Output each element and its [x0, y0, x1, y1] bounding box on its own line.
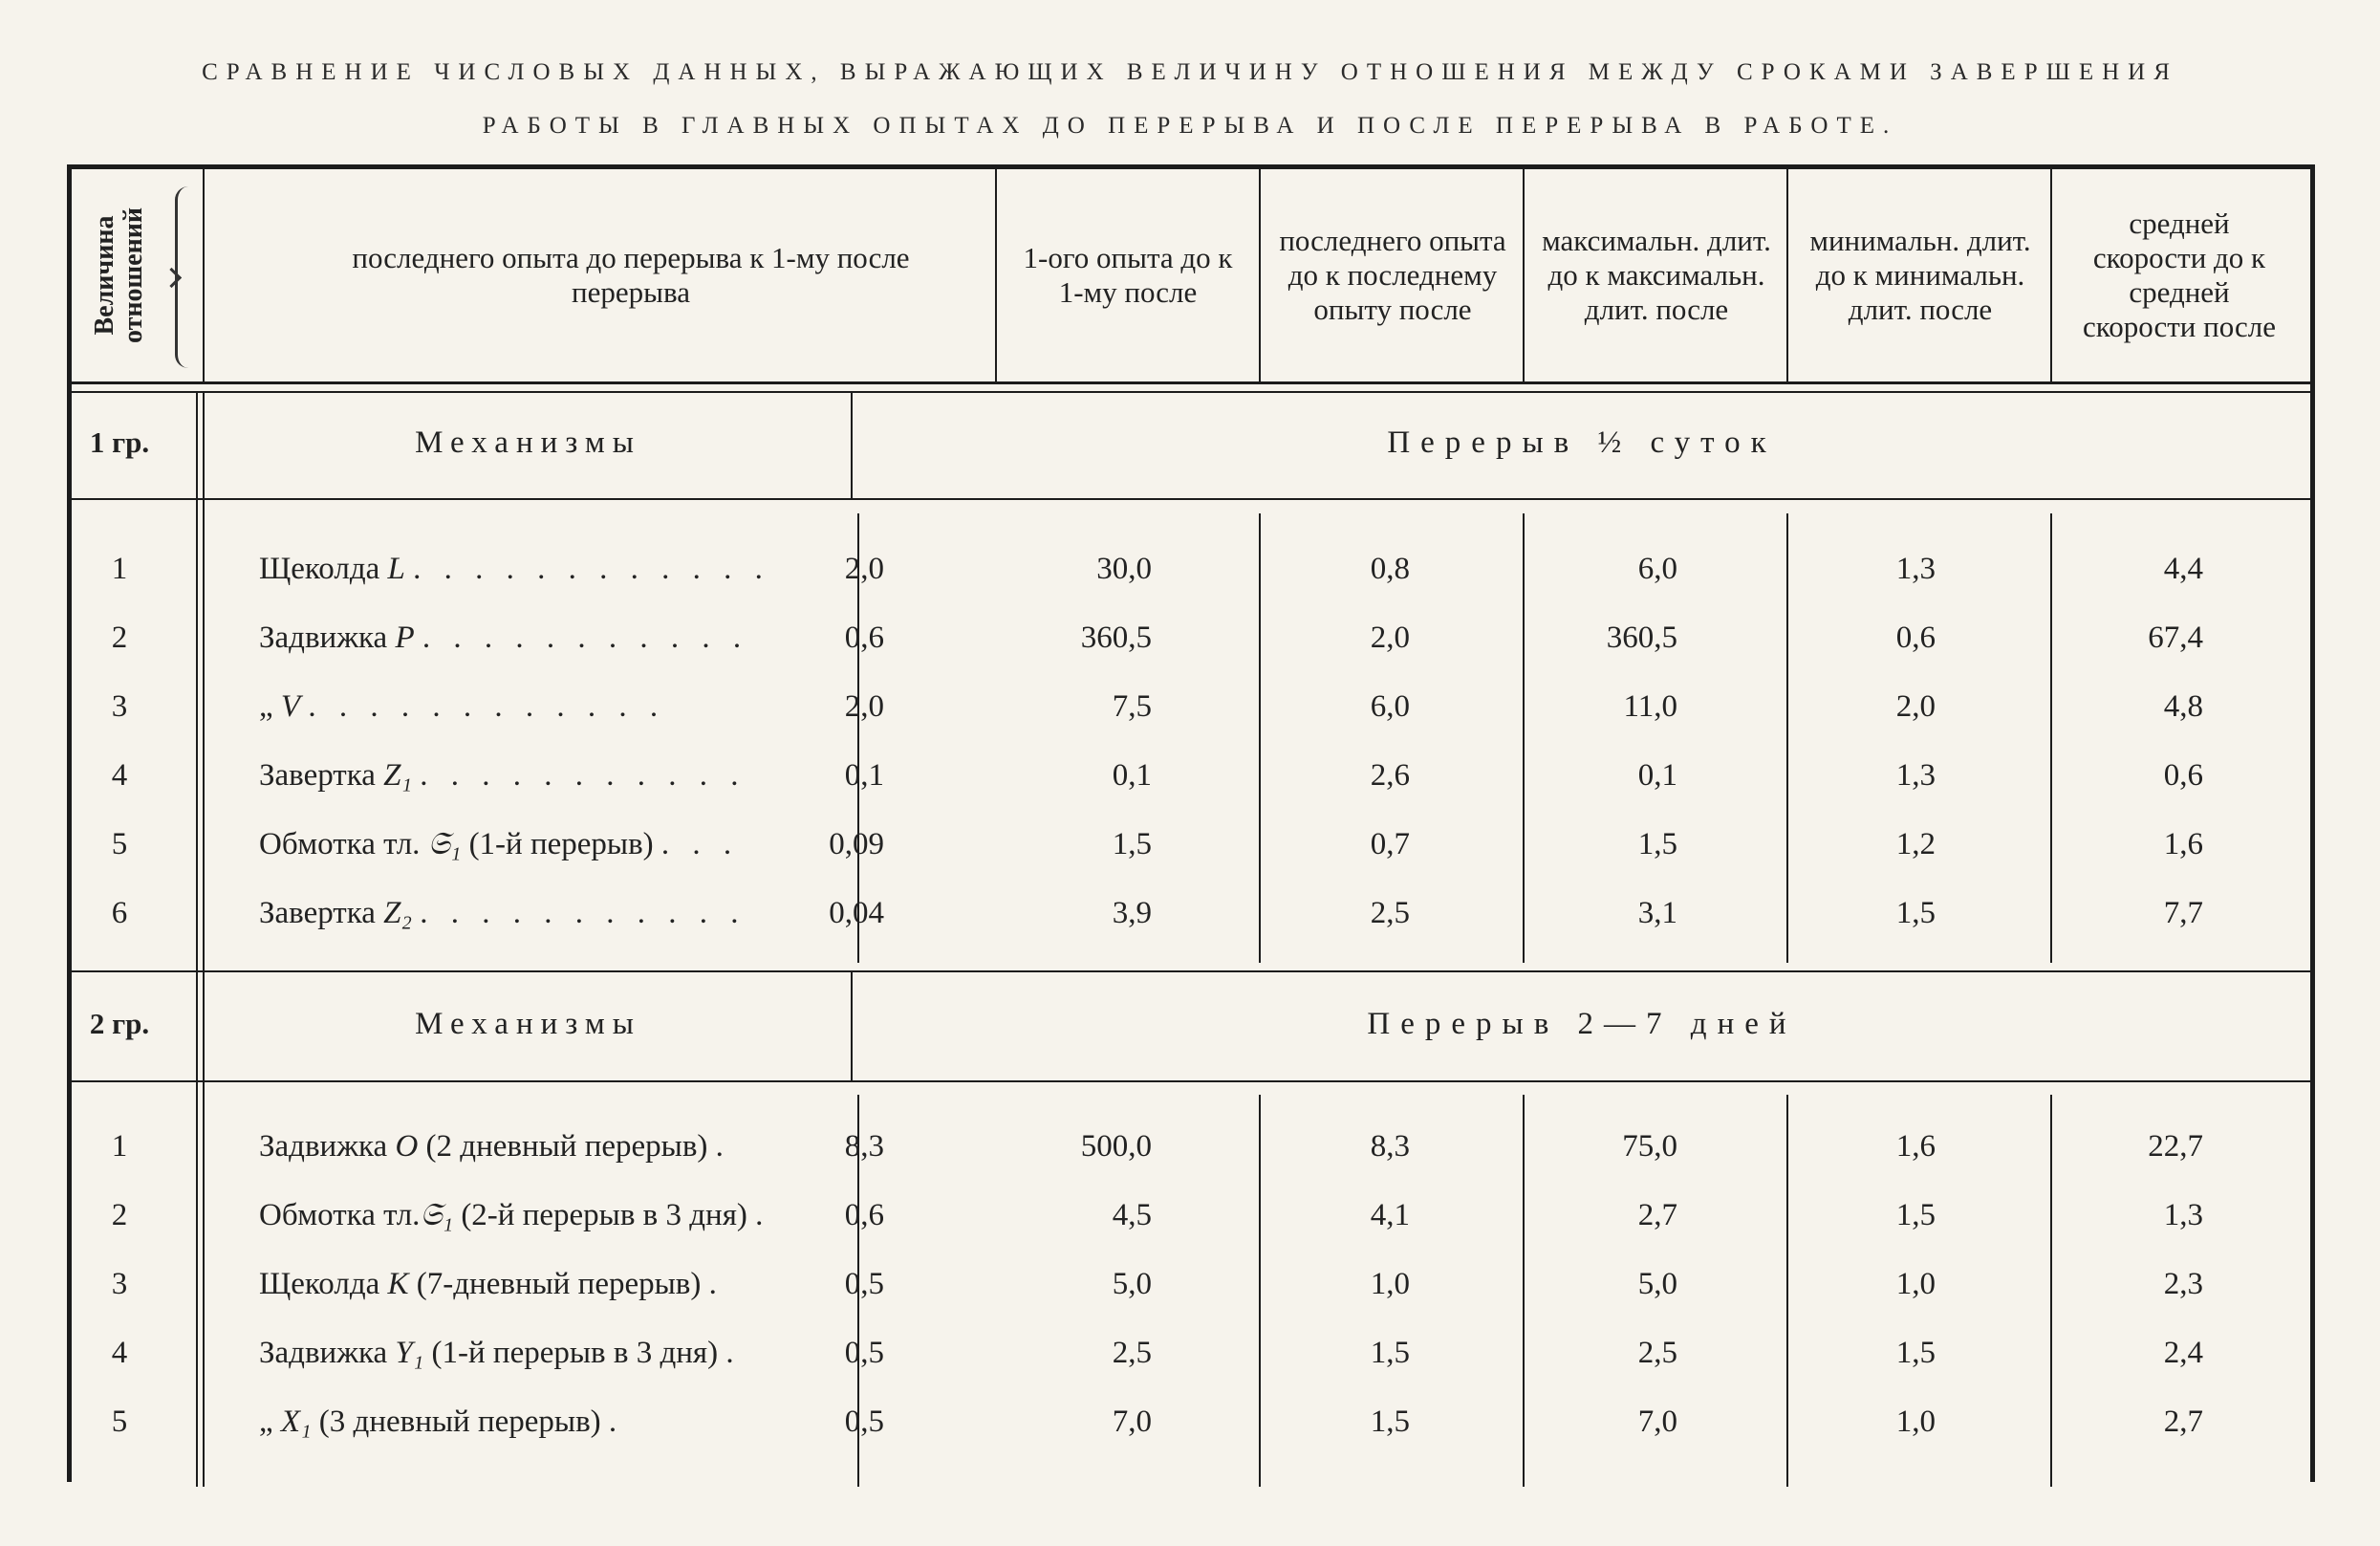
title-line-1: СРАВНЕНИЕ ЧИСЛОВЫХ ДАННЫХ, ВЫРАЖАЮЩИХ ВЕЛИЧИНУ ОТНОШЕНИЯ МЕЖДУ СРОКАМИ ЗАВЕРШЕНИЯ	[202, 59, 2178, 85]
mechanism-symbol: Z₁	[383, 758, 412, 793]
value-cell: 1,3	[1895, 758, 1936, 793]
col-divider	[1259, 169, 1261, 381]
mechanism-symbol: Y₁	[395, 1336, 424, 1370]
mechanism-symbol: P	[395, 621, 415, 655]
value-cell: 1,5	[1370, 1336, 1410, 1370]
value-cell: 0,1	[1112, 758, 1152, 793]
value-cell: 1,3	[2163, 1198, 2203, 1232]
value-cell: 3,1	[1637, 896, 1677, 930]
mechanism-name-text: Завертка	[259, 758, 384, 793]
vertical-header-label: Величина отношений	[90, 207, 148, 343]
table-row	[72, 1336, 2310, 1403]
row-number: 2	[111, 1198, 128, 1232]
group-label: 2 гр.	[89, 1007, 150, 1040]
table-row	[72, 1129, 2310, 1196]
table-row	[72, 1198, 2310, 1265]
header-rule	[72, 381, 2310, 384]
row-number: 2	[111, 621, 128, 655]
value-cell: 11,0	[1623, 689, 1677, 724]
leader-dots: .	[715, 1129, 731, 1164]
mechanism-symbol: V	[280, 689, 301, 724]
col-divider	[1786, 169, 1788, 381]
mechanism-name	[259, 1129, 919, 1165]
mechanism-note: (2 дневный перерыв)	[418, 1129, 708, 1164]
mechanism-note: (1-й перерыв в 3 дня)	[423, 1336, 719, 1370]
value-cell: 6,0	[1637, 552, 1677, 586]
value-cell: 0,5	[844, 1336, 884, 1370]
table-row	[72, 758, 2310, 825]
value-cell: 30,0	[1096, 552, 1152, 586]
value-cell: 8,3	[844, 1129, 884, 1164]
mechanism-note: (7-дневный перерыв)	[408, 1267, 702, 1301]
group-rule	[72, 1080, 2310, 1082]
group-rule	[72, 498, 2310, 500]
header-rule	[72, 391, 2310, 393]
mechanism-symbol: 𝔖₁	[420, 1198, 454, 1232]
value-cell: 1,2	[1895, 827, 1936, 861]
value-cell: 360,5	[1080, 621, 1152, 655]
value-cell: 2,7	[2163, 1404, 2203, 1439]
value-cell: 8,3	[1370, 1129, 1410, 1164]
mechanism-name	[259, 827, 919, 862]
row-number: 4	[111, 1336, 128, 1370]
table-row	[72, 621, 2310, 687]
value-cell: 2,0	[844, 552, 884, 586]
value-cell: 5,0	[1112, 1267, 1152, 1301]
value-cell: 1,6	[2163, 827, 2203, 861]
value-cell: 0,7	[1370, 827, 1410, 861]
value-cell: 1,5	[1112, 827, 1152, 861]
value-cell: 2,0	[1370, 621, 1410, 655]
value-cell: 6,0	[1370, 689, 1410, 724]
value-cell: 360,5	[1606, 621, 1677, 655]
value-cell: 2,0	[844, 689, 884, 724]
value-cell: 0,6	[2163, 758, 2203, 793]
value-cell: 2,7	[1637, 1198, 1677, 1232]
mechanism-symbol: Z₂	[383, 896, 412, 930]
mechanism-name-text: „	[259, 689, 281, 724]
leader-dots: .	[708, 1267, 725, 1301]
leader-dots: .	[725, 1336, 742, 1370]
mechanism-symbol: X₁	[280, 1404, 312, 1439]
mechanism-note: (3 дневный перерыв)	[311, 1404, 601, 1439]
row-number: 3	[111, 1267, 128, 1301]
value-cell: 4,1	[1370, 1198, 1410, 1232]
title-line-2: РАБОТЫ В ГЛАВНЫХ ОПЫТАХ ДО ПЕРЕРЫВА И ПОСЛЕ ПЕРЕРЫВА В РАБОТЕ.	[482, 113, 1898, 139]
header-col-3: последнего опыта до к последнему опыту после	[1279, 224, 1506, 326]
value-cell: 1,0	[1370, 1267, 1410, 1301]
header-col-2: 1-ого опыта до к 1-му после	[1023, 241, 1233, 309]
value-cell: 3,9	[1112, 896, 1152, 930]
table-row	[72, 1404, 2310, 1471]
value-cell: 7,5	[1112, 689, 1152, 724]
group-rule	[72, 970, 2310, 972]
value-cell: 2,4	[2163, 1336, 2203, 1370]
value-cell: 22,7	[2148, 1129, 2203, 1164]
mech-divider	[851, 972, 853, 1080]
mechanism-note: (1-й перерыв)	[461, 827, 654, 861]
table-row	[72, 689, 2310, 756]
leader-dots: .	[608, 1404, 625, 1439]
value-cell: 1,0	[1895, 1267, 1936, 1301]
leader-dots: . . . . . . . . . . .	[420, 758, 746, 793]
vertical-header	[72, 169, 167, 381]
value-cell: 0,09	[829, 827, 884, 861]
row-number: 5	[111, 1404, 128, 1439]
value-cell: 1,6	[1895, 1129, 1936, 1164]
mechanism-symbol: L	[387, 552, 405, 586]
mechanism-name-text: Щеколда	[259, 1267, 388, 1301]
mechanism-name-text: Задвижка	[259, 1129, 396, 1164]
leader-dots: . . . . . . . . . . .	[420, 896, 746, 930]
row-number: 5	[111, 827, 128, 861]
mechanisms-label: Механизмы	[415, 1007, 641, 1041]
value-cell: 2,5	[1370, 896, 1410, 930]
value-cell: 0,6	[844, 621, 884, 655]
value-cell: 7,7	[2163, 896, 2203, 930]
mechanism-name-text: Завертка	[259, 896, 384, 930]
value-cell: 4,8	[2163, 689, 2203, 724]
value-cell: 0,1	[844, 758, 884, 793]
value-cell: 75,0	[1622, 1129, 1677, 1164]
value-cell: 1,5	[1895, 1198, 1936, 1232]
mechanism-note: (2-й перерыв в 3 дня)	[453, 1198, 747, 1232]
value-cell: 2,3	[2163, 1267, 2203, 1301]
mechanism-name	[259, 689, 919, 725]
value-cell: 1,5	[1637, 827, 1677, 861]
col-divider	[2050, 169, 2052, 381]
value-cell: 1,3	[1895, 552, 1936, 586]
value-cell: 7,0	[1637, 1404, 1677, 1439]
value-cell: 0,1	[1637, 758, 1677, 793]
mechanism-name	[259, 552, 919, 587]
mechanism-name-text: Щеколда	[259, 552, 388, 586]
mechanism-name	[259, 896, 919, 931]
row-number: 6	[111, 896, 128, 930]
value-cell: 2,6	[1370, 758, 1410, 793]
mechanism-symbol: O	[395, 1129, 419, 1164]
mechanism-name	[259, 1267, 919, 1302]
value-cell: 1,5	[1370, 1404, 1410, 1439]
value-cell: 0,5	[844, 1404, 884, 1439]
value-cell: 2,5	[1112, 1336, 1152, 1370]
mechanism-name-text: Задвижка	[259, 621, 396, 655]
row-number: 4	[111, 758, 128, 793]
value-cell: 0,5	[844, 1267, 884, 1301]
table-row	[72, 827, 2310, 894]
value-cell: 4,5	[1112, 1198, 1152, 1232]
mechanism-name	[259, 1198, 919, 1233]
mechanism-name	[259, 1404, 919, 1440]
value-cell: 67,4	[2148, 621, 2203, 655]
col-divider	[995, 169, 997, 381]
mechanism-name-text: „	[259, 1404, 281, 1439]
value-cell: 500,0	[1080, 1129, 1152, 1164]
row-number: 3	[111, 689, 128, 724]
value-cell: 0,6	[844, 1198, 884, 1232]
mechanism-name-text: Обмотка тл.	[259, 827, 428, 861]
mechanism-name-text: Задвижка	[259, 1336, 396, 1370]
mechanism-name-text: Обмотка тл.	[259, 1198, 421, 1232]
group-label: 1 гр.	[89, 425, 150, 459]
value-cell: 2,5	[1637, 1336, 1677, 1370]
value-cell: 0,6	[1895, 621, 1936, 655]
mechanism-symbol: K	[387, 1267, 409, 1301]
value-cell: 1,5	[1895, 1336, 1936, 1370]
mech-divider	[851, 393, 853, 498]
col-divider	[203, 169, 205, 381]
value-cell: 2,0	[1895, 689, 1936, 724]
value-cell: 5,0	[1637, 1267, 1677, 1301]
leader-dots: . . . . . . . . . . .	[422, 621, 749, 655]
table-row	[72, 1267, 2310, 1334]
table-row	[72, 896, 2310, 963]
mechanism-symbol: 𝔖₁	[427, 827, 462, 861]
header-col-5: минимальн. длит. до к минимальн. длит. после	[1809, 224, 2031, 326]
leader-dots: . . . . . . . . . . . .	[308, 689, 666, 724]
break-label: Перерыв 2—7 дней	[1367, 1007, 1797, 1041]
header-col-4: максимальн. длит. до к максимальн. длит. после	[1542, 224, 1771, 326]
value-cell: 0,04	[829, 896, 884, 930]
value-cell: 0,8	[1370, 552, 1410, 586]
data-table	[67, 164, 2315, 1482]
table-row	[72, 552, 2310, 619]
header-col-1: последнего опыта до перерыва к 1-му после перерыва	[352, 241, 910, 309]
leader-dots: .	[755, 1198, 771, 1232]
leader-dots: . . .	[660, 827, 740, 861]
col-divider	[1523, 169, 1525, 381]
value-cell: 1,5	[1895, 896, 1936, 930]
value-cell: 7,0	[1112, 1404, 1152, 1439]
mechanism-name	[259, 1336, 919, 1371]
row-number: 1	[111, 1129, 128, 1164]
value-cell: 4,4	[2163, 552, 2203, 586]
header-col-6: средней скорости до к средней скорости после	[2082, 207, 2276, 343]
value-cell: 1,0	[1895, 1404, 1936, 1439]
break-label: Перерыв ½ суток	[1387, 425, 1777, 460]
mechanisms-label: Механизмы	[415, 425, 641, 460]
mechanism-name	[259, 621, 919, 656]
row-number: 1	[111, 552, 128, 586]
brace-icon	[175, 186, 197, 368]
mechanism-name	[259, 758, 919, 794]
leader-dots: . . . . . . . . . . . .	[413, 552, 770, 586]
